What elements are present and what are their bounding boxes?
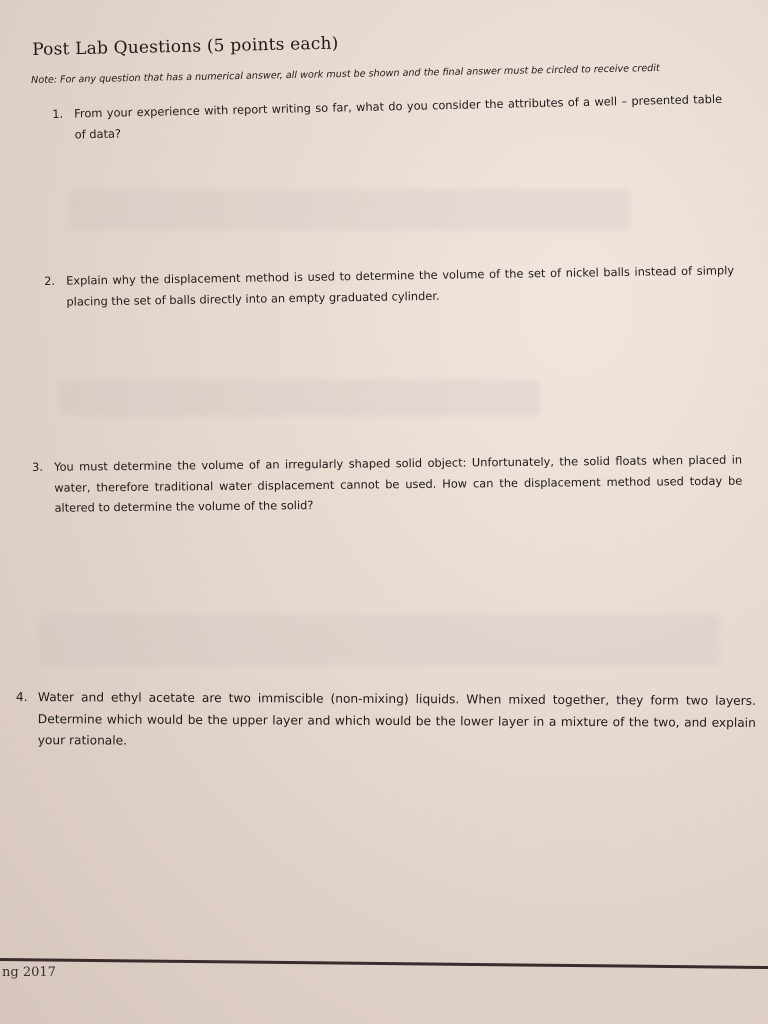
- footer-term: ng 2017: [2, 965, 56, 980]
- footer-divider: [0, 958, 768, 969]
- question-number: 1.: [52, 106, 64, 121]
- question-text: From your experience with report writing so far, what do you consider the attributes of a well – presented table of data?: [74, 91, 723, 141]
- question-1: [52, 89, 723, 145]
- question-2: [44, 260, 735, 312]
- grading-note: Note: For any question that has a numerical answer, all work must be shown and the final answer must be circled to receive credit: [31, 62, 660, 86]
- question-text: Water and ethyl acetate are two immiscible (non-mixing) liquids. When mixed together, they form two layers. Determine which would be the upper layer and which would be the lower layer in a mixture of the two, and explain your rationale.: [37, 690, 756, 748]
- bleed-through-mark: [60, 380, 540, 416]
- question-number: 2.: [44, 273, 56, 288]
- question-4: [16, 687, 756, 755]
- question-text: Explain why the displacement method is used to determine the volume of the set of nickel balls instead of simply placing the set of balls directly into an empty graduated cylinder.: [66, 263, 735, 309]
- bleed-through-mark: [40, 615, 720, 665]
- question-number: 3.: [32, 459, 44, 474]
- question-number: 4.: [15, 689, 28, 705]
- bleed-through-mark: [70, 190, 630, 230]
- page-title: Post Lab Questions (5 points each): [32, 33, 339, 60]
- question-3: [32, 450, 743, 519]
- question-text: You must determine the volume of an irregularly shaped solid object: Unfortunately, the solid floats when placed in water, therefore traditional water displacement cannot be used. How can the displacement method used today be altered to determine the volume of the solid?: [54, 452, 743, 515]
